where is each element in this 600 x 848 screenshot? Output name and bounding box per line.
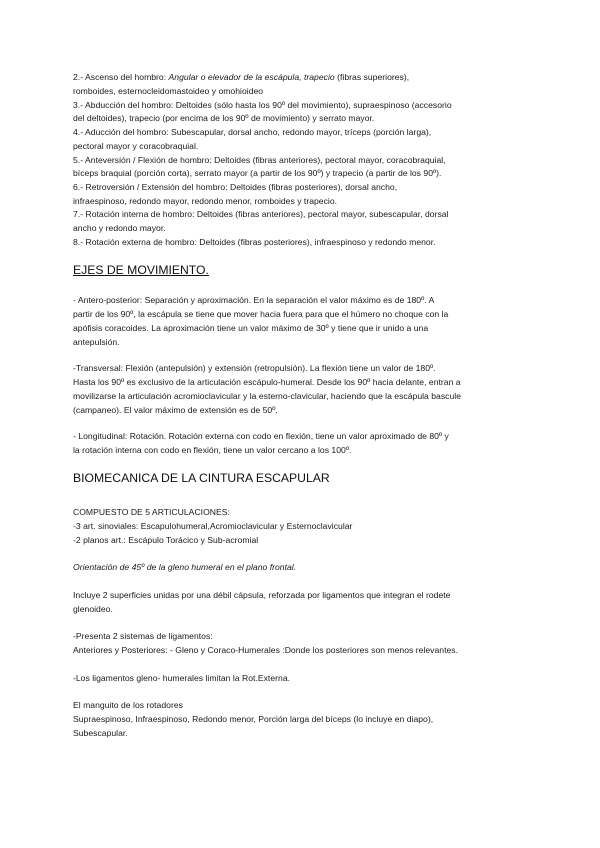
text-line: Incluye 2 superficies unidas por una débil cápsula, reforzada por ligamentos que integran el rodete [73,590,451,600]
list-item [73,154,533,166]
text-line: apófisis coracoides. La aproximación tiene un valor máximo de 30º y tiene que ir unido a una [73,323,429,333]
text-run: ancho y redondo mayor. [73,223,166,233]
list-item [73,208,533,220]
text-line: (campaneo). El valor máximo de extensión es de 50º. [73,405,278,415]
text-line: -Presenta 2 sistemas de ligamentos: [73,631,213,641]
text-run: 3.- Abducción del hombro: Deltoides (sólo hasta los 90º del movimiento), supraespinoso (accesorio [73,100,452,110]
text-line: Anteriores y Posteriores: - Gleno y Coraco-Humerales :Donde los posteriores son menos relevantes. [73,645,459,655]
text-line: -2 planos art.: Escápulo Torácico y Sub-acromial [73,535,259,545]
text-run: 5.- Anteversión / Flexión de hombro: Deltoides (fibras anteriores), pectoral mayor, coracobraquial, [73,155,446,165]
list-item [73,167,533,179]
orientacion-text: Orientación de 45º de la gleno humeral en el plano frontal. [73,562,297,572]
text-run: bíceps braquial (porción corta), serrato mayor (a partir de los 90º) y trapecio (a partir de los 90º). [73,168,442,178]
text-line: Hasta los 90º es exclusivo de la articulación escápulo-humeral. Desde los 90º hacia delante, entran a [73,377,461,387]
text-run: infraespinoso, redondo mayor, redondo menor, romboides y trapecio. [73,196,338,206]
text-run: del deltoides), trapecio (por encima de los 90º de movimiento) y serrato mayor. [73,113,375,123]
list-item [73,85,533,97]
section-heading-biomecanica: BIOMECANICA DE LA CINTURA ESCAPULAR [73,471,330,485]
text-line: -3 art. sinoviales: Escapulohumeral,Acromioclavicular y Esternoclavicular [73,521,353,531]
text-line: -Transversal: Flexión (antepulsión) y extensión (retropulsión). La flexión tiene un valor de 180º. [73,363,436,373]
text-run: 7.- Rotación interna de hombro: Deltoides (fibras anteriores), pectoral mayor, subescapular, dorsal [73,209,449,219]
list-item [73,71,533,83]
list-item [73,99,533,111]
text-line: partir de los 90º, la escápula se tiene que mover hacia fuera para que el húmero no choque con la [73,309,449,319]
text-run: 8.- Rotación externa de hombro: Deltoides (fibras posteriores), infraespinoso y redondo menor. [73,237,436,247]
ligamentos-text: -Los ligamentos gleno- humerales limitan la Rot.Externa. [73,673,291,683]
list-item [73,112,533,124]
list-item [73,181,533,193]
text-line: Subescapular. [73,728,128,738]
text-line: Supraespinoso, Infraespinoso, Redondo menor, Porción larga del bíceps (lo incluye en diapo), [73,714,434,724]
list-item [73,126,533,138]
italic-run: Angular o elevador de la escápula, trapecio [168,72,335,82]
text-line: - Longitudinal: Rotación. Rotación externa con codo en flexión, tiene un valor aproximado de 80º y [73,431,449,441]
list-item [73,236,533,248]
section-heading-ejes: EJES DE MOVIMIENTO. [73,263,209,277]
text-run: pectoral mayor y coracobraquial. [73,141,199,151]
list-item [73,195,533,207]
text-line: antepulsión. [73,337,120,347]
text-line: - Antero-posterior: Separación y aproximación. En la separación el valor máximo es de 180º. A [73,295,435,305]
text-run: romboides, esternocleidomastoideo y omohioideo [73,86,264,96]
text-run: 4.- Aducción del hombro: Subescapular, dorsal ancho, redondo mayor, tríceps (porción larga), [73,127,432,137]
text-run: 2.- Ascenso del hombro: [73,72,169,82]
text-line: la rotación interna con codo en flexión, tiene un valor cercano a los 100º. [73,445,352,455]
text-line: glenoideo. [73,604,113,614]
list-item [73,140,533,152]
list-item [73,222,533,234]
text-line: COMPUESTO DE 5 ARTICULACIONES: [73,507,230,517]
text-run: 6.- Retroversión / Extensión del hombro: Deltoides (fibras posteriores), dorsal ancho, [73,182,398,192]
text-line: movilizarse la articulación acromioclavicular y la esterno-clavicular, haciendo que la escápula bascule [73,391,462,401]
text-run: (fibras superiores), [334,72,410,82]
text-line: El manguito de los rotadores [73,700,183,710]
